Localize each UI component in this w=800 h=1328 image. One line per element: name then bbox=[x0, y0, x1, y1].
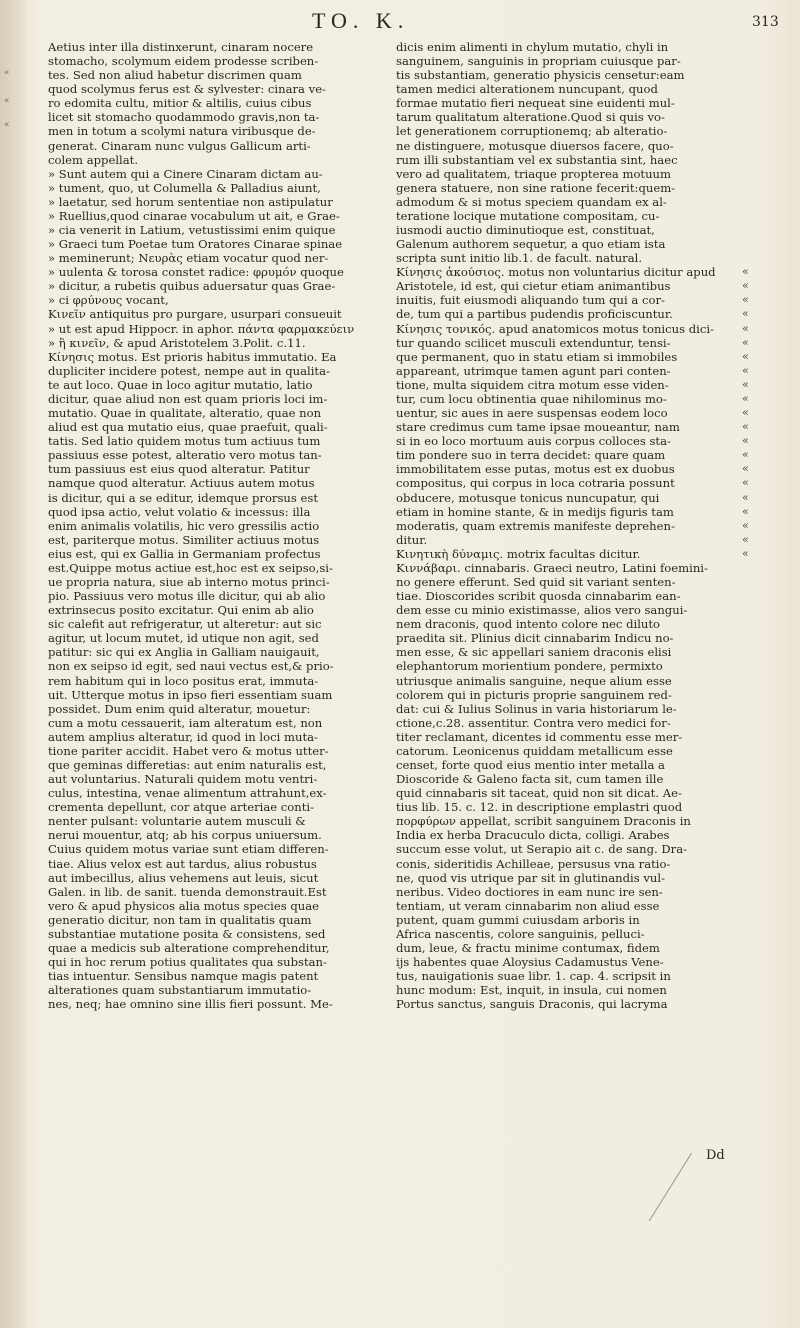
catchword: Dd bbox=[706, 1148, 725, 1163]
text-line: genera statuere, non sine ratione fecerit:quem- bbox=[396, 180, 676, 195]
text-line: obducere, motusque tonicus nuncupatur, qui bbox=[396, 490, 660, 505]
text-line: is dicitur, qui a se editur, idemque prorsus est bbox=[48, 490, 318, 505]
text-line: pio. Passiuus vero motus ille dicitur, qui ab alio bbox=[48, 589, 326, 604]
text-line: « bbox=[742, 532, 749, 546]
text-line: sanguinem, sanguinis in propriam cuiusque par- bbox=[396, 54, 681, 69]
text-line: de, tum qui a partibus pudendis proficiscuntur. bbox=[396, 307, 673, 322]
text-line: alterationes quam substantiarum immutatio- bbox=[48, 983, 312, 998]
text-line: tius lib. 15. c. 12. in descriptione emplastri quod bbox=[396, 800, 683, 815]
text-line: « bbox=[742, 335, 749, 349]
text-line: « bbox=[742, 448, 749, 462]
text-line: » uulenta & torosa constet radice: φρυμόν quoque bbox=[48, 265, 344, 280]
text-line: » laetatur, sed horum sententiae non astipulatur bbox=[48, 194, 333, 209]
text-line: « bbox=[742, 462, 749, 476]
text-line: tiae. Dioscorides scribit quosda cinnabarim ean- bbox=[396, 589, 681, 604]
text-line: ne, quod vis utrique par sit in glutinandis vul- bbox=[396, 870, 666, 885]
text-line: quod ipsa actio, velut volatio & incessus: illa bbox=[48, 504, 311, 519]
text-line: « bbox=[742, 349, 749, 363]
text-line bbox=[742, 68, 766, 82]
text-line: dat: cui & Iulius Solinus in varia historiarum le- bbox=[396, 701, 677, 716]
text-line: ne distinguere, motusque diuersos facere, quo- bbox=[396, 138, 674, 153]
text-line: appareant, utrimque tamen agunt pari conten- bbox=[396, 363, 671, 378]
text-line: » dicitur, a rubetis quibus aduersatur quas Grae- bbox=[48, 279, 336, 294]
text-line: tim pondere suo in terra decidet: quare quam bbox=[396, 448, 666, 463]
text-line: » cia venerit in Latium, vetustissimi enim quique bbox=[48, 223, 336, 238]
text-line: « bbox=[742, 434, 749, 448]
text-line: » Ruellius,quod cinarae vocabulum ut ait, e Grae- bbox=[48, 208, 340, 223]
text-line: Dioscoride & Galeno facta sit, cum tamen ille bbox=[396, 772, 664, 787]
text-line: passiuus esse potest, alteratio vero motus tan- bbox=[48, 448, 322, 463]
text-line bbox=[742, 195, 766, 209]
text-line: putent, quam gummi cuiusdam arboris in bbox=[396, 912, 640, 927]
text-line: dicis enim alimenti in chylum mutatio, chyli in bbox=[396, 40, 669, 54]
text-line: crementa depellunt, cor atque arteriae conti- bbox=[48, 800, 315, 815]
text-line: te aut loco. Quae in loco agitur mutatio, latio bbox=[48, 377, 313, 392]
text-line: tias intuentur. Sensibus namque magis patent bbox=[48, 969, 319, 984]
page-number: 313 bbox=[752, 14, 779, 30]
text-line: let generationem corruptionemq; ab alteratio- bbox=[396, 124, 668, 139]
text-line: tes. Sed non aliud habetur discrimen quam bbox=[48, 68, 302, 83]
text-line: « bbox=[742, 307, 749, 321]
text-line: generatio dicitur, non tam in qualitatis quam bbox=[48, 912, 312, 927]
text-line bbox=[742, 237, 766, 251]
text-line: tur, cum locu obtinentia quae nihilominus mo- bbox=[396, 391, 667, 406]
text-line: nes, neq; hae omnino sine illis fieri possunt. Me- bbox=[48, 997, 333, 1012]
text-line: conis, sideritidis Achilleae, persusus vna ratio- bbox=[396, 856, 671, 871]
text-line: » ci φρύνους vocant, bbox=[48, 293, 169, 308]
text-line: « bbox=[742, 518, 749, 532]
text-line: quid cinnabaris sit taceat, quid non sit dicat. Ae- bbox=[396, 786, 682, 801]
text-line: compositus, qui corpus in loca cotraria possunt bbox=[396, 476, 675, 491]
text-line: tus, nauigationis suae libr. 1. cap. 4. scripsit in bbox=[396, 969, 671, 984]
margin-mark: « bbox=[4, 120, 10, 130]
text-line: tarum qualitatum alteratione.Quod si quis vo- bbox=[396, 110, 665, 125]
text-line: catorum. Leonicenus quiddam metallicum esse bbox=[396, 743, 673, 758]
text-line bbox=[742, 139, 766, 153]
text-line: « bbox=[742, 321, 749, 335]
text-line: succum esse volut, ut Serapio ait c. de sang. Dra- bbox=[396, 842, 688, 857]
text-line: men in totum a scolymi natura viribusque de- bbox=[48, 124, 316, 139]
text-line: eius est, qui ex Gallia in Germaniam profectus bbox=[48, 546, 321, 561]
text-line: praedita sit. Plinius dicit cinnabarim Indicu no- bbox=[396, 631, 674, 646]
text-line: ijs habentes quae Aloysius Cadamustus Vene- bbox=[396, 955, 664, 970]
text-line bbox=[742, 251, 766, 265]
text-line: tamen medici alterationem nuncupant, quod bbox=[396, 82, 658, 97]
text-line: « bbox=[742, 476, 749, 490]
page-header bbox=[0, 6, 800, 38]
text-line: iusmodi auctio diminutioque est, constituat, bbox=[396, 223, 655, 238]
text-line: rem habitum qui in loco positus erat, immuta- bbox=[48, 673, 319, 688]
text-line: tis substantiam, generatio physicis censetur:eam bbox=[396, 68, 685, 83]
text-line: autem amplius alteratur, id quod in loci muta- bbox=[48, 729, 318, 744]
text-line: Κίνησις τονικός. apud anatomicos motus tonicus dici- bbox=[396, 321, 714, 336]
text-line: cum a motu cessauerit, iam alteratum est, non bbox=[48, 715, 323, 730]
text-line: scripta sunt initio lib.1. de facult. natural. bbox=[396, 251, 643, 266]
text-line: est.Quippe motus actiue est,hoc est ex seipso,si- bbox=[48, 560, 333, 575]
text-line: colorem qui in picturis proprie sanguinem red- bbox=[396, 687, 672, 702]
text-line: utriusque animalis sanguine, neque alium esse bbox=[396, 673, 672, 688]
text-line: » meminerunt; Νευρὰς etiam vocatur quod ner- bbox=[48, 251, 329, 266]
text-line: « bbox=[742, 406, 749, 420]
text-line: uit. Utterque motus in ipso fieri essentiam suam bbox=[48, 687, 333, 702]
text-line: Κινητικὴ δύναμις. motrix facultas dicitur. bbox=[396, 546, 641, 561]
text-line: formae mutatio fieri nequeat sine euidenti mul- bbox=[396, 96, 675, 111]
text-line: ro edomita cultu, mitior & altilis, cuius cibus bbox=[48, 96, 312, 111]
text-line: Galenum authorem sequetur, a quo etiam ista bbox=[396, 237, 666, 252]
left-text-column bbox=[48, 40, 370, 1011]
text-line: « bbox=[742, 490, 749, 504]
text-line: vero ad qualitatem, triaque propterea motuum bbox=[396, 166, 672, 181]
text-line: Portus sanctus, sanguis Draconis, qui lacryma bbox=[396, 997, 668, 1012]
text-line: extrinsecus posito excitatur. Qui enim ab alio bbox=[48, 603, 314, 618]
text-line: sic calefit aut refrigeratur, ut alteretur: aut sic bbox=[48, 617, 322, 632]
text-line: » ἢ κινεῖν, & apud Aristotelem 3.Polit. c.11. bbox=[48, 335, 306, 350]
text-line: si in eo loco mortuum auis corpus colloces sta- bbox=[396, 434, 671, 449]
text-line: nenter pulsant: voluntarie autem musculi & bbox=[48, 814, 306, 829]
quotation-marks-column bbox=[742, 40, 766, 561]
text-line: Cuius quidem motus variae sunt etiam differen- bbox=[48, 842, 329, 857]
text-line: Κινεῖν antiquitus pro purgare, usurpari consueuit bbox=[48, 307, 342, 322]
text-line: est, pariterque motus. Similiter actiuus motus bbox=[48, 532, 320, 547]
text-line bbox=[742, 209, 766, 223]
text-line: dicitur, quae aliud non est quam prioris loci im- bbox=[48, 391, 328, 406]
text-line: licet sit stomacho quodammodo gravis,non ta- bbox=[48, 110, 320, 125]
text-line bbox=[742, 54, 766, 68]
text-line: generat. Cinaram nunc vulgus Gallicum arti- bbox=[48, 138, 311, 153]
text-line: nerui mouentur, atq; ab his corpus uniuersum. bbox=[48, 828, 322, 843]
text-line: » tument, quo, ut Columella & Palladius aiunt, bbox=[48, 180, 321, 195]
running-head: TO. K. bbox=[312, 8, 410, 33]
text-line: tione pariter accidit. Habet vero & motus utter- bbox=[48, 743, 329, 758]
text-line bbox=[742, 223, 766, 237]
text-line bbox=[742, 82, 766, 96]
text-line: nem draconis, quod intento colore nec diluto bbox=[396, 617, 661, 632]
text-line: « bbox=[742, 420, 749, 434]
text-line: Κίνησις ἀκούσιος. motus non voluntarius dicitur apud bbox=[396, 265, 716, 280]
text-line: censet, forte quod eius mentio inter metalla a bbox=[396, 757, 665, 772]
text-line: Aetius inter illa distinxerunt, cinaram nocere bbox=[48, 40, 314, 54]
text-line: Κίνησις motus. Est prioris habitus immutatio. Ea bbox=[48, 349, 337, 364]
text-line: inuitis, fuit eiusmodi aliquando tum qui a cor- bbox=[396, 293, 665, 308]
text-line bbox=[742, 96, 766, 110]
text-line: que permanent, quo in statu etiam si immobiles bbox=[396, 349, 678, 364]
text-line: quae a medicis sub alteratione comprehenditur, bbox=[48, 941, 330, 955]
text-line: elephantorum morientium pondere, permixto bbox=[396, 659, 663, 674]
text-line: tione, multa siquidem citra motum esse viden- bbox=[396, 377, 669, 392]
text-line: dem esse cu minio existimasse, alios vero sangui- bbox=[396, 603, 688, 618]
text-line: tiae. Alius velox est aut tardus, alius robustus bbox=[48, 856, 317, 871]
text-line: « bbox=[742, 377, 749, 391]
text-line bbox=[742, 110, 766, 124]
text-line: Κιννάβαρι. cinnabaris. Graeci neutro, Latini foemini- bbox=[396, 560, 708, 575]
text-line: neribus. Video doctiores in eam nunc ire sen- bbox=[396, 884, 663, 899]
text-line: aliud est qua mutatio eius, quae praefuit, quali- bbox=[48, 420, 328, 435]
text-line: » Sunt autem qui a Cinere Cinaram dictam au- bbox=[48, 166, 323, 181]
text-line: uentur, sic aues in aere suspensas eodem loco bbox=[396, 406, 668, 421]
text-line: « bbox=[742, 504, 749, 518]
text-line: « bbox=[742, 279, 749, 293]
text-line: culus, intestina, venae alimentum attrahunt,ex- bbox=[48, 786, 327, 801]
text-line: patitur: sic qui ex Anglia in Galliam nauigauit, bbox=[48, 645, 320, 660]
text-line bbox=[742, 40, 766, 54]
text-line: India ex herba Dracuculo dicta, colligi. Arabes bbox=[396, 828, 670, 843]
text-line: stare credimus cum tame ipsae moueantur, nam bbox=[396, 420, 680, 435]
text-line: tur quando scilicet musculi extenduntur, tensi- bbox=[396, 335, 671, 350]
margin-mark: « bbox=[4, 68, 10, 78]
text-line: non ex seipso id egit, sed naui vectus est,& prio- bbox=[48, 659, 334, 674]
text-line: qui in hoc rerum potius qualitates qua substan- bbox=[48, 955, 327, 970]
text-line: etiam in homine stante, & in medijs figuris tam bbox=[396, 504, 674, 519]
text-line: enim animalis volatilis, hic vero gressilis actio bbox=[48, 518, 320, 533]
text-line: namque quod alteratur. Actiuus autem motus bbox=[48, 476, 315, 491]
text-line bbox=[742, 153, 766, 167]
margin-mark: « bbox=[4, 96, 10, 106]
text-line: Africa nascentis, colore sanguinis, pelluci- bbox=[396, 926, 645, 941]
text-line: vero & apud physicos alia motus species quae bbox=[48, 898, 319, 913]
text-line: » ut est apud Hippocr. in aphor. πάντα φαρμακεύειν bbox=[48, 321, 355, 336]
text-line: « bbox=[742, 546, 749, 560]
text-line: teratione locique mutatione compositam, cu- bbox=[396, 208, 660, 223]
text-line: agitur, ut locum mutet, id utique non agit, sed bbox=[48, 631, 319, 646]
text-line: Aristotele, id est, qui cietur etiam animantibus bbox=[396, 279, 671, 294]
text-line: moderatis, quam extremis manifeste deprehen- bbox=[396, 518, 675, 533]
text-line: πορφύρων appellat, scribit sanguinem Draconis in bbox=[396, 814, 691, 829]
text-line: « bbox=[742, 363, 749, 377]
text-line: « bbox=[742, 391, 749, 405]
text-line: mutatio. Quae in qualitate, alteratio, quae non bbox=[48, 406, 322, 421]
text-line bbox=[742, 124, 766, 138]
right-text-column bbox=[396, 40, 732, 1011]
pencil-stroke bbox=[649, 1153, 694, 1222]
text-line: « bbox=[742, 265, 749, 279]
text-line: tum passiuus est eius quod alteratur. Patitur bbox=[48, 462, 310, 477]
text-line: tentiam, ut veram cinnabarim non aliud esse bbox=[396, 898, 660, 913]
text-line: immobilitatem esse putas, motus est ex duobus bbox=[396, 462, 675, 477]
text-line: titer reclamant, dicentes id commentu esse mer- bbox=[396, 729, 683, 744]
text-line: substantiae mutatione posita & consistens, sed bbox=[48, 926, 326, 941]
text-line: aut voluntarius. Naturali quidem motu ventri- bbox=[48, 772, 318, 787]
text-line: ctione,c.28. assentitur. Contra vero medici for- bbox=[396, 715, 671, 730]
binding-edge bbox=[0, 0, 26, 1328]
text-line: admodum & si motus speciem quandam ex al- bbox=[396, 194, 667, 209]
text-line: tatis. Sed latio quidem motus tum actiuus tum bbox=[48, 434, 321, 449]
text-line: dupliciter incidere potest, nempe aut in qualita- bbox=[48, 363, 330, 378]
text-line: » Graeci tum Poetae tum Oratores Cinarae spinae bbox=[48, 237, 343, 252]
text-line: hunc modum: Est, inquit, in insula, cui nomen bbox=[396, 983, 667, 998]
text-line: possidet. Dum enim quid alteratur, mouetur: bbox=[48, 701, 311, 716]
text-line: stomacho, scolymum eidem prodesse scriben- bbox=[48, 54, 319, 69]
text-line: ue propria natura, siue ab interno motus princi- bbox=[48, 574, 330, 589]
text-line: no genere efferunt. Sed quid sit variant senten- bbox=[396, 574, 676, 589]
text-line: quod scolymus ferus est & sylvester: cinara ve- bbox=[48, 82, 326, 97]
text-line: dum, leue, & fractu minime contumax, fidem bbox=[396, 941, 660, 955]
text-line: rum illi substantiam vel ex substantia sint, haec bbox=[396, 152, 678, 167]
text-line: ditur. bbox=[396, 532, 428, 547]
text-line: aut imbecillus, alius vehemens aut leuis, sicut bbox=[48, 870, 319, 885]
text-line: colem appellat. bbox=[48, 152, 139, 167]
text-line: « bbox=[742, 293, 749, 307]
text-line: Galen. in lib. de sanit. tuenda demonstrauit.Est bbox=[48, 884, 327, 899]
text-line: que geminas differetias: aut enim naturalis est, bbox=[48, 757, 327, 772]
text-line bbox=[742, 167, 766, 181]
text-line bbox=[742, 181, 766, 195]
text-line: men esse, & sic appellari saniem draconis elisi bbox=[396, 645, 672, 660]
